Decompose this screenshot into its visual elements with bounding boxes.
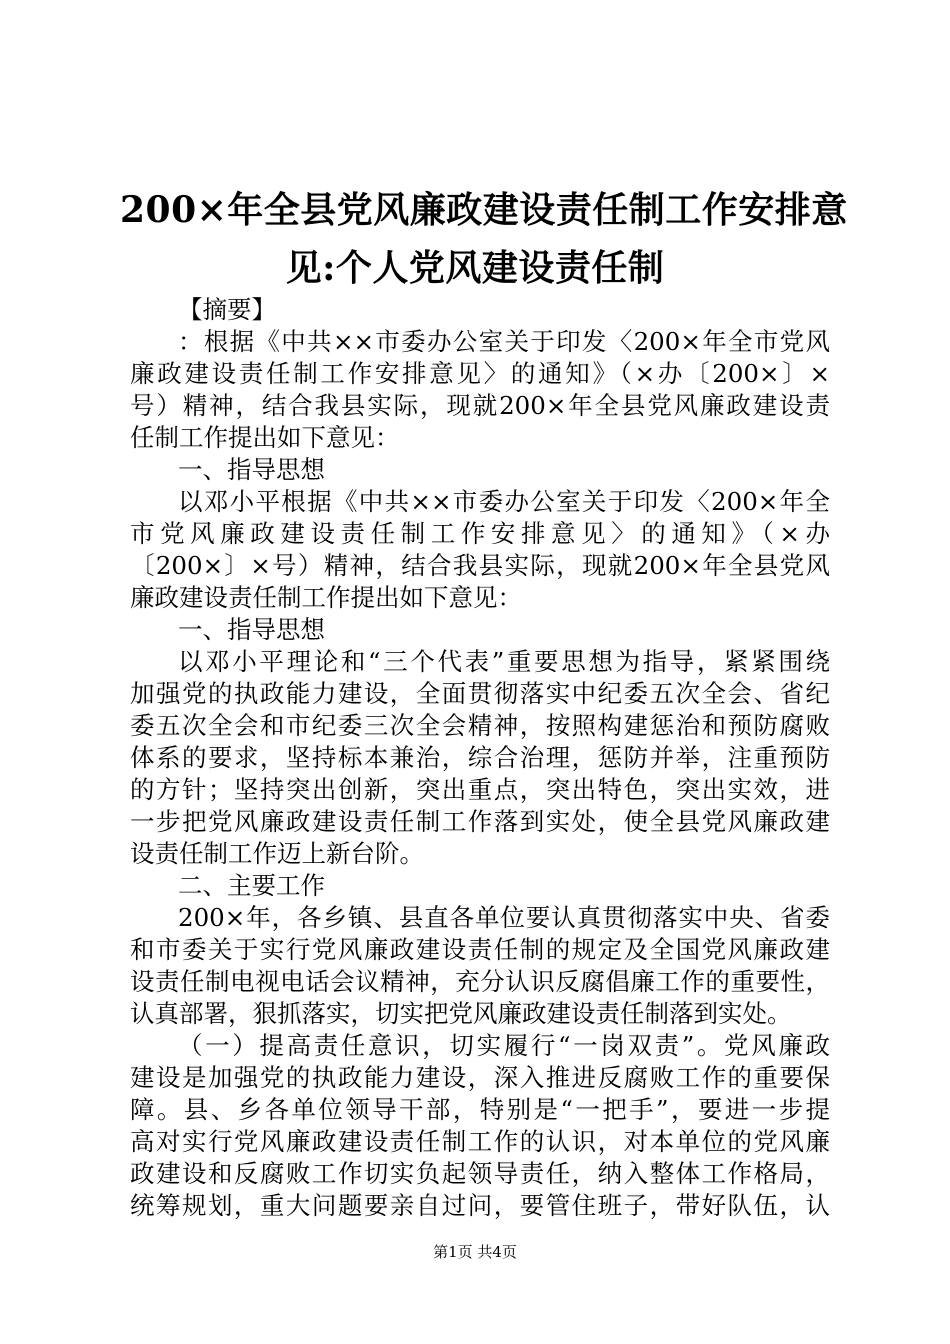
body-line: 一步把党风廉政建设责任制工作落到实处，使全县党风廉政建 xyxy=(130,807,830,836)
page-footer: 第1页 共4页 xyxy=(433,1243,517,1261)
body-line: 认真部署，狠抓落实，切实把党风廉政建设责任制落到实处。 xyxy=(130,999,792,1028)
document-body xyxy=(130,294,830,1222)
body-line: 【摘要】 xyxy=(178,295,276,324)
body-line: 加强党的执政能力建设，全面贯彻落实中纪委五次全会、省纪 xyxy=(130,679,830,708)
body-line: 廉政建设责任制工作提出如下意见： xyxy=(130,583,522,612)
body-line: ：根据《中共××市委办公室关于印发〈200×年全市党风 xyxy=(178,327,830,356)
body-line: 高对实行党风廉政建设责任制工作的认识，对本单位的党风廉 xyxy=(130,1127,830,1156)
body-line: 200×年，各乡镇、县直各单位要认真贯彻落实中央、省委 xyxy=(178,903,830,932)
body-line: 二、主要工作 xyxy=(178,871,325,900)
body-line: 一、指导思想 xyxy=(178,455,325,484)
body-line: 市党风廉政建设责任制工作安排意见〉的通知》（×办 xyxy=(130,519,830,548)
body-line: 建设是加强党的执政能力建设，深入推进反腐败工作的重要保 xyxy=(130,1063,830,1092)
body-line: 和市委关于实行党风廉政建设责任制的规定及全国党风廉政建 xyxy=(130,935,830,964)
body-line: 一、指导思想 xyxy=(178,615,325,644)
body-line: 设责任制工作迈上新台阶。 xyxy=(130,839,424,868)
body-line: 任制工作提出如下意见： xyxy=(130,423,400,452)
body-line: 统筹规划，重大问题要亲自过问，要管住班子，带好队伍，认 xyxy=(130,1191,830,1220)
body-line: 障。县、乡各单位领导干部，特别是“一把手”，要进一步提 xyxy=(130,1095,830,1124)
body-line: 设责任制电视电话会议精神，充分认识反腐倡廉工作的重要性， xyxy=(130,967,830,996)
body-line: 廉政建设责任制工作安排意见〉的通知》（×办〔200×〕× xyxy=(130,359,830,388)
body-line: 政建设和反腐败工作切实负起领导责任，纳入整体工作格局， xyxy=(130,1159,830,1188)
body-line: 〔200×〕×号）精神，结合我县实际，现就200×年全县党风 xyxy=(130,551,830,580)
body-line: （一）提高责任意识，切实履行“一岗双责”。党风廉政 xyxy=(178,1031,830,1060)
body-line: 体系的要求，坚持标本兼治，综合治理，惩防并举，注重预防 xyxy=(130,743,830,772)
body-line: 号）精神，结合我县实际，现就200×年全县党风廉政建设责 xyxy=(130,391,830,420)
body-line: 以邓小平理论和“三个代表”重要思想为指导，紧紧围绕 xyxy=(178,647,830,676)
document-title-line-2: 见:个人党风建设责任制 xyxy=(285,247,665,289)
body-line: 委五次全会和市纪委三次全会精神，按照构建惩治和预防腐败 xyxy=(130,711,830,740)
body-line: 以邓小平根据《中共××市委办公室关于印发〈200×年全 xyxy=(178,487,830,516)
document-title-line-1: 200×年全县党风廉政建设责任制工作安排意 xyxy=(120,189,848,231)
body-line: 的方针；坚持突出创新，突出重点，突出特色，突出实效，进 xyxy=(130,775,830,804)
